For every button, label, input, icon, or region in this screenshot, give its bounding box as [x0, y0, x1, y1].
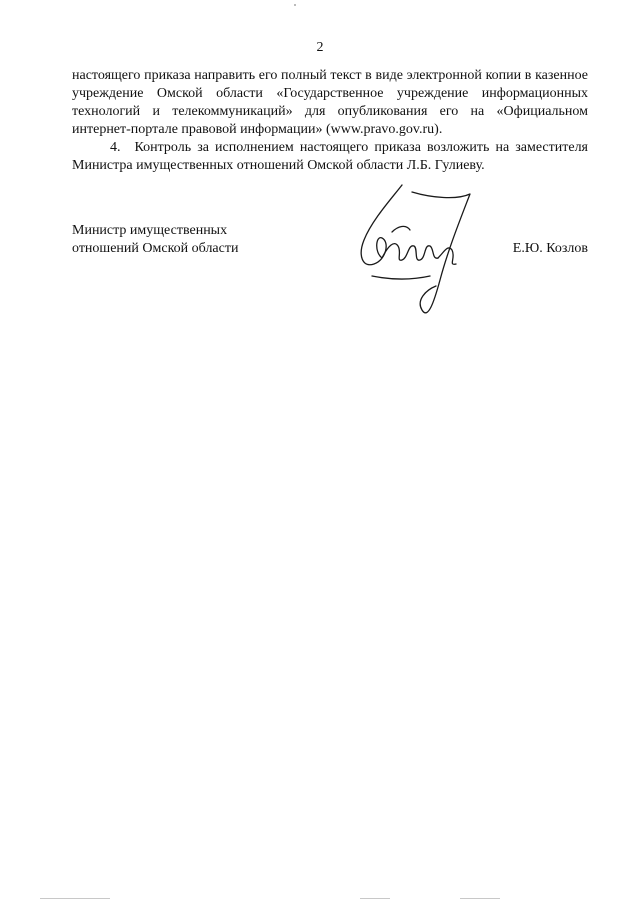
signature-block — [72, 222, 588, 322]
signer-title-line-2: отношений Омской области — [72, 241, 239, 256]
document-body — [72, 67, 588, 175]
page-number: 2 — [316, 40, 324, 55]
paragraph-continuation: настоящего приказа направить его полный текст в виде электронной копии в казенное учреждение Омской области «Государственное учреждение информационных технологий и телекоммуникаций» для опубликования его на «Официальном интернет-портале правовой информации» (www.pravo.gov.ru). — [72, 68, 588, 137]
signer-name: Е.Ю. Козлов — [512, 241, 588, 256]
scan-artifact — [294, 4, 296, 6]
signer-title — [72, 222, 292, 258]
handwritten-signature — [352, 180, 482, 325]
signer-title-line-1: Министр имущественных — [72, 223, 228, 238]
scan-footer-artifacts — [0, 896, 640, 902]
paragraph-item-4: 4. Контроль за исполнением настоящего приказа возложить на заместителя Министра имущественных отношений Омской области Л.Б. Гулиеву. — [72, 140, 588, 173]
